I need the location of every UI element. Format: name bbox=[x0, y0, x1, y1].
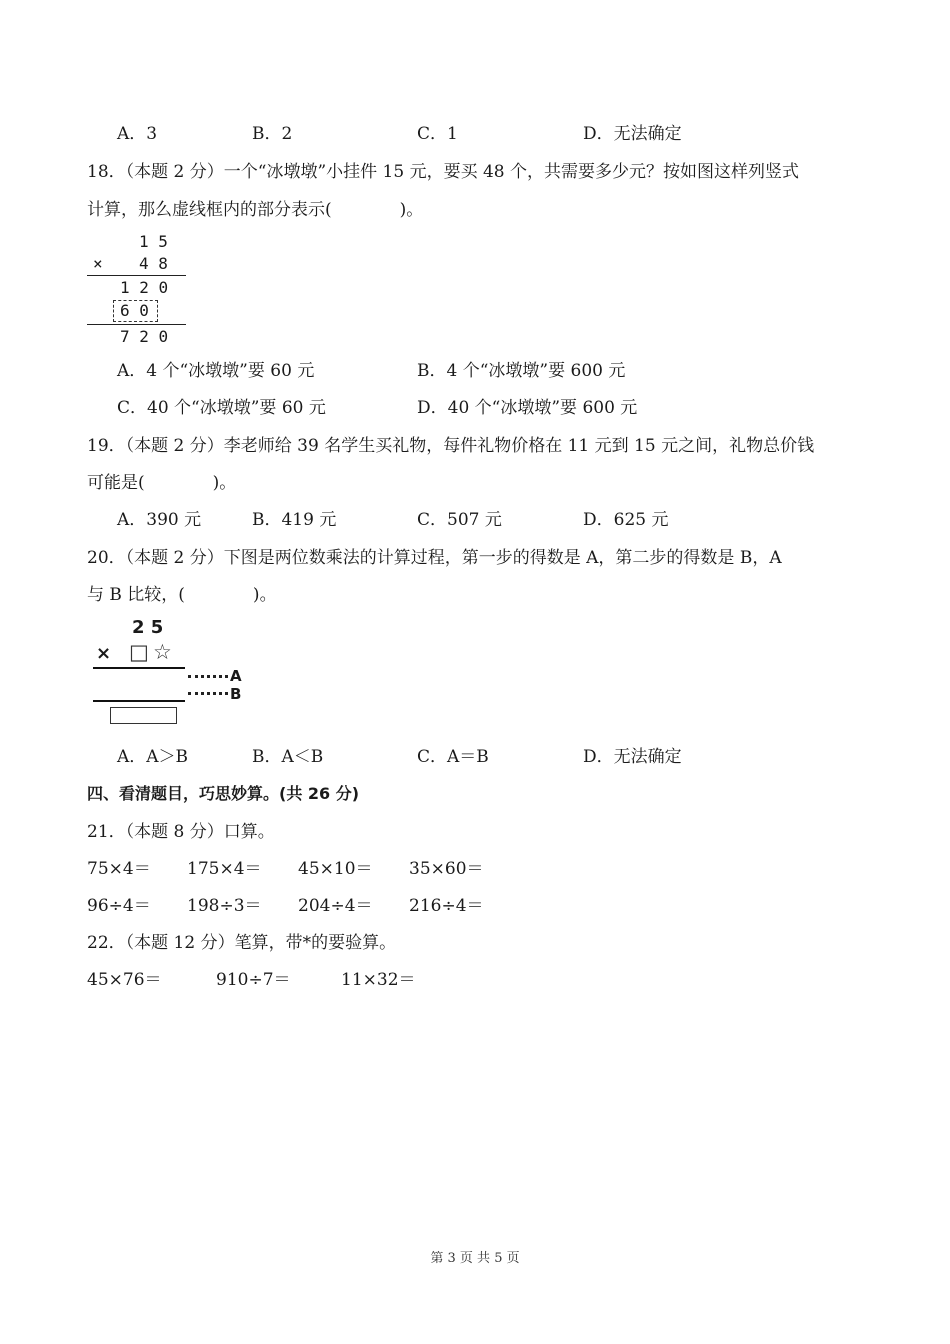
q18-calc-partial2: 6 0 bbox=[120, 301, 149, 320]
q20-label-a: A bbox=[230, 667, 242, 685]
q19-option-c: C．507 元 bbox=[417, 510, 502, 530]
q18-option-c: C．40 个“冰墩墩”要 60 元 bbox=[117, 398, 326, 418]
q19-option-b: B．419 元 bbox=[252, 510, 337, 530]
q18-calc-result: 7 2 0 bbox=[120, 327, 169, 346]
page-footer: 第 3 页 共 5 页 bbox=[430, 1251, 520, 1266]
q22-title: 22．（本题 12 分）笔算，带*的要验算。 bbox=[87, 933, 397, 953]
q18-calc-bottom: 4 8 bbox=[139, 254, 168, 273]
q20-option-b: B．A＜B bbox=[252, 747, 324, 767]
q17-option-b: B．2 bbox=[252, 124, 293, 144]
q19-text-line2: 可能是( )。 bbox=[87, 473, 237, 493]
q21-item: 216÷4＝ bbox=[409, 896, 484, 916]
q22-item: 11×32＝ bbox=[341, 970, 416, 990]
q21-item: 45×10＝ bbox=[298, 859, 373, 879]
q20-calc-line-1 bbox=[93, 667, 185, 669]
q18-option-a: A．4 个“冰墩墩”要 60 元 bbox=[117, 361, 315, 381]
q18-option-d: D．40 个“冰墩墩”要 600 元 bbox=[417, 398, 638, 418]
q21-title: 21．（本题 8 分）口算。 bbox=[87, 822, 275, 842]
q21-item: 198÷3＝ bbox=[187, 896, 262, 916]
q20-calc-times-sign: × bbox=[96, 643, 112, 664]
q17-option-d: D．无法确定 bbox=[583, 124, 682, 144]
star-icon: ☆ bbox=[153, 640, 172, 664]
q22-item: 45×76＝ bbox=[87, 970, 162, 990]
q20-dotted-leader-b bbox=[188, 692, 228, 695]
q18-calc-partial1: 1 2 0 bbox=[120, 278, 169, 297]
q20-calc-top: 2 5 bbox=[132, 617, 164, 638]
q22-item: 910÷7＝ bbox=[216, 970, 291, 990]
q21-item: 75×4＝ bbox=[87, 859, 151, 879]
q20-calc-line-2 bbox=[93, 700, 185, 702]
q18-calc-line-1 bbox=[87, 275, 186, 276]
square-icon: □ bbox=[129, 640, 149, 664]
q18-text-line1: 18．（本题 2 分）一个“冰墩墩”小挂件 15 元，要买 48 个，共需要多少元？按如图这样列竖式 bbox=[87, 162, 800, 182]
q20-option-d: D．无法确定 bbox=[583, 747, 682, 767]
q18-text-line2: 计算，那么虚线框内的部分表示( )。 bbox=[87, 200, 424, 220]
q19-option-a: A．390 元 bbox=[117, 510, 202, 530]
q20-dotted-leader-a bbox=[188, 675, 228, 678]
q20-text-line2: 与 B 比较，( )。 bbox=[87, 585, 277, 605]
q18-calc-line-2 bbox=[87, 324, 186, 325]
section-4-heading: 四、看清题目，巧思妙算。(共 26 分) bbox=[87, 784, 360, 803]
q21-item: 96÷4＝ bbox=[87, 896, 151, 916]
q21-item: 175×4＝ bbox=[187, 859, 262, 879]
q17-option-a: A．3 bbox=[117, 124, 158, 144]
q21-item: 35×60＝ bbox=[409, 859, 484, 879]
q20-answer-box bbox=[110, 707, 177, 724]
q17-option-c: C．1 bbox=[417, 124, 458, 144]
q20-label-b: B bbox=[230, 685, 242, 703]
q19-option-d: D．625 元 bbox=[583, 510, 669, 530]
q20-option-c: C．A＝B bbox=[417, 747, 489, 767]
q18-calc-times-sign: × bbox=[93, 254, 103, 273]
q18-option-b: B．4 个“冰墩墩”要 600 元 bbox=[417, 361, 626, 381]
q20-text-line1: 20．（本题 2 分）下图是两位数乘法的计算过程，第一步的得数是 A，第二步的得数是 B，A bbox=[87, 548, 782, 568]
q20-option-a: A．A＞B bbox=[117, 747, 189, 767]
q19-text-line1: 19．（本题 2 分）李老师给 39 名学生买礼物，每件礼物价格在 11 元到 15 元之间，礼物总价钱 bbox=[87, 436, 815, 456]
q18-calc-top: 1 5 bbox=[139, 232, 168, 251]
q21-item: 204÷4＝ bbox=[298, 896, 373, 916]
